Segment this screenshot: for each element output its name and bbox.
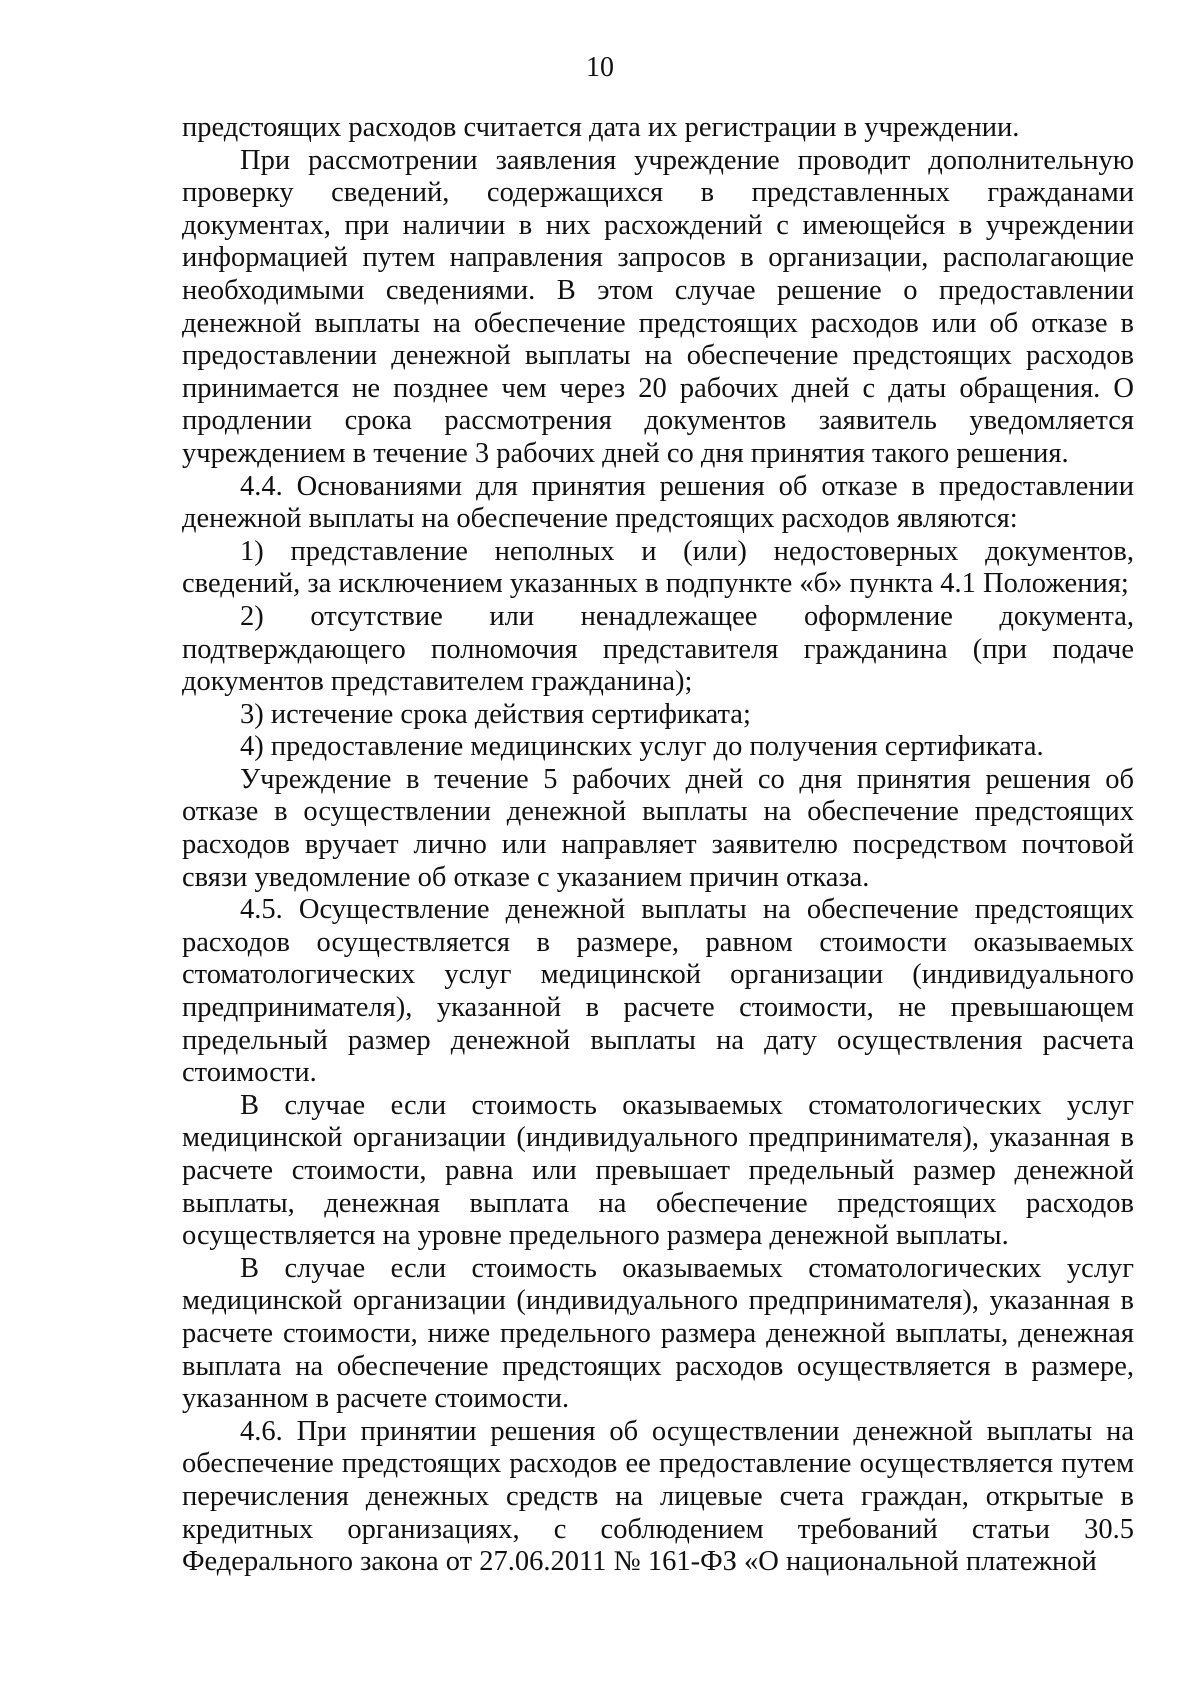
- document-body: [182, 112, 1134, 1579]
- list-item-3: 3) истечение срока действия сертификата;: [240, 698, 751, 730]
- list-item-4: 4) предоставление медицинских услуг до получения сертификата.: [240, 731, 1044, 763]
- paragraph-refusal-notice: Учреждение в течение 5 рабочих дней со дня принятия решения об отказе в осуществлении денежной выплаты на обеспечение предстоящих расходов вручает лично или направляет заявителю посредством почтовой связи уведомление об отказе с указанием причин отказа.: [182, 763, 1134, 893]
- page-number: 10: [586, 52, 614, 83]
- paragraph-section-4-5: 4.5. Осуществление денежной выплаты на обеспечение предстоящих расходов осуществляется в размере, равном стоимости оказываемых стоматологических услуг медицинской организации (индивидуального предпринимателя), указанной в расчете стоимости, не превышающем предельный размер денежной выплаты на дату осуществления расчета стоимости.: [182, 894, 1134, 1089]
- list-item-2: 2) отсутствие или ненадлежащее оформление документа, подтверждающего полномочия представителя гражданина (при подаче документов представителем гражданина);: [182, 600, 1134, 698]
- paragraph-section-4-6: 4.6. При принятии решения об осуществлении денежной выплаты на обеспечение предстоящих расходов ее предоставление осуществляется путем перечисления денежных средств на лицевые счета граждан, открытые в кредитных организациях, с соблюдением требований статьи 30.5 Федерального закона от 27.06.2011 № 161-ФЗ «О национальной платежной: [182, 1415, 1134, 1578]
- paragraph-cost-below: В случае если стоимость оказываемых стоматологических услуг медицинской организации (индивидуального предпринимателя), указанная в расчете стоимости, ниже предельного размера денежной выплаты, денежная выплата на обеспечение предстоящих расходов осуществляется в размере, указанном в расчете стоимости.: [182, 1252, 1134, 1415]
- paragraph-section-4-4: 4.4. Основаниями для принятия решения об отказе в предоставлении денежной выплаты на обеспечение предстоящих расходов являются:: [182, 470, 1134, 535]
- list-item-1: 1) представление неполных и (или) недостоверных документов, сведений, за исключением указанных в подпункте «б» пункта 4.1 Положения;: [182, 535, 1134, 600]
- paragraph-cost-equal-or-above: В случае если стоимость оказываемых стоматологических услуг медицинской организации (индивидуального предпринимателя), указанная в расчете стоимости, равна или превышает предельный размер денежной выплаты, денежная выплата на обеспечение предстоящих расходов осуществляется на уровне предельного размера денежной выплаты.: [182, 1089, 1134, 1252]
- paragraph-continuation: предстоящих расходов считается дата их регистрации в учреждении.: [182, 112, 1020, 143]
- paragraph-application-review: При рассмотрении заявления учреждение проводит дополнительную проверку сведений, содержащихся в представленных гражданами документах, при наличии в них расхождений с имеющейся в учреждении информацией путем направления запросов в организации, располагающие необходимыми сведениями. В этом случае решение о предоставлении денежной выплаты на обеспечение предстоящих расходов или об отказе в предоставлении денежной выплаты на обеспечение предстоящих расходов принимается не позднее чем через 20 рабочих дней с даты обращения. О продлении срока рассмотрения документов заявитель уведомляется учреждением в течение 3 рабочих дней со дня принятия такого решения.: [182, 144, 1134, 469]
